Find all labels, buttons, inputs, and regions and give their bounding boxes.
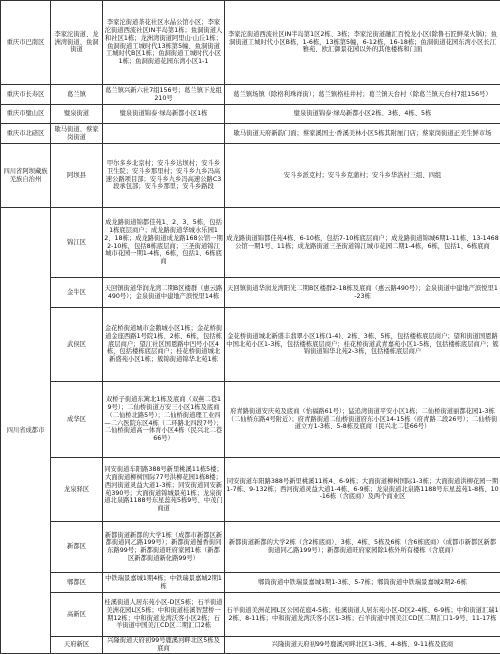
low-risk-area-cell: 新都街道新都的大学1栋（成都市新都区新都街道同乙路199号）；新都街道蜀香街同东路99号；新都街道旺府家园1栋（新都区新都街道新化路99号） [103, 522, 225, 573]
district-cell: 歇马街道、蔡家岗街道 [51, 124, 103, 144]
city-cell: 重庆市璧山区 [1, 105, 51, 124]
city-cell: 四川省阿坝藏族羌族自治州 [1, 144, 51, 208]
low-risk-area-cell: 同安街道车阳路388号新里桃溪11栋5楼；大面街道柳树国际77号洪柳花园1栋8楼；西河街道灵益大道1-3栋；同安街道同安新苑390号；大面街道锦城景苑1栋；龙泉街道北泉路1188号东星蕊苑5栋9号、中茂门商道 [103, 458, 225, 522]
low-risk-area-cell [103, 124, 225, 144]
district-cell: 金牛区 [51, 278, 103, 308]
low-risk-area-cell: 葛兰镇兴新六社7组156号；葛兰镇下龙组210号 [103, 85, 225, 105]
low-risk-area-cell: 桂溪街道人居东苑小区-D区5栋；石羊街道美洲花园L区5栋；中和街道桂溪智慧桥一期12栋；中和街道龙湾沃客小区2栋；石羊街道中国美江CD区二期汇口2栋 [103, 593, 225, 637]
medium-risk-area-cell: 李家沱街道西流社区IN半岛第1区2栋、3栋；李家沱街道融汇百悦龙小区(除鲁石匠鲜菜火锅)；鱼洞街道工城时代小区B栋，1-6栋，13栋第5幢，6-12栋，16-18栋；鱼洞街道花园东湾小区长江雅苑、欧汇御景花园以外的其他楼栋和门面 [225, 1, 500, 85]
table-row [1, 144, 500, 208]
low-risk-area-cell: 成龙路街道锦都佳苑1、2、3、5栋，包括1栋底层商户；成龙路街道华城水乐园12、18栋；成龙路街道成龙路168公馆一期2-10栋，包括8栋底层商；三圣街道锦江城市花园一期1-4栋，6栋，包括1、6栋底商 [103, 208, 225, 278]
low-risk-area-cell: 中铁瑞景嘉城1期4栋；中铁瑞景嘉城2期1栋 [103, 573, 225, 593]
city-cell: 重庆市北碚区 [1, 124, 51, 144]
district-cell: 郫都区 [51, 573, 103, 593]
medium-risk-area-cell: 兴隆街道天府初99号鹿溪河畔北区1-3栋、4-8栋、9-11栋及底商 [225, 637, 500, 654]
table-row [1, 458, 500, 522]
city-cell: 重庆市巴南区 [1, 1, 51, 85]
district-cell: 李家沱街道、龙洲湾街道、鱼洞街道 [51, 1, 103, 85]
district-cell: 新都区 [51, 522, 103, 573]
district-cell: 阿坝县 [51, 144, 103, 208]
district-cell: 锦江区 [51, 208, 103, 278]
low-risk-area-cell: 璧泉街道锦泰·绿岛新都小区1栋 [103, 105, 225, 124]
district-cell: 高新区 [51, 593, 103, 637]
medium-risk-area-cell: 郫筒街道中铁瑞景嘉城1期1-3栋、5-7栋；郫筒街道中铁瑞景嘉城2期2-6栋 [225, 573, 500, 593]
medium-risk-area-cell: 石羊街道美洲花园L区公园花庭4-5栋；桂溪街道人居东苑小区-D区2-4栋、6-9栋；中和街道汇瑞12栋、8-11栋；中和街道龙湾沃客小区1-3栋；石羊街道中国美江CD区二期汇口1-9号、11-17栋 [225, 593, 500, 637]
low-risk-area-cell: 李家沱街道茶花社区水晶公馆小区；李家沱街道西流社区IN半岛第1栋；鱼洞街道人和社区1栋；龙洲湾街道阿里山·山丘1栋；鱼洞街道工城时代13栋第5幢、鱼洞街道工城时代B区1栋；鱼洞街道工城时代小区1栋；鱼洞街道花园东湾小区1-1 [103, 1, 225, 85]
city-cell: 重庆市长寿区 [1, 85, 51, 105]
medium-risk-area-cell: 天回镇街道华润龙湾阳光二期B区楼群2-18栋及底商（惠云路490号）；金泉街道中建地产滨悦里1-23栋 [225, 278, 500, 308]
table-row [1, 208, 500, 278]
district-cell: 葛兰镇 [51, 85, 103, 105]
medium-risk-area-cell: 成龙路街道锦都佳苑4栋、6-10栋，包括7-10栋底层商户；成龙路街道锦城6期1-11栋、13-1468公馆一期1号、11栋；成龙路街道三圣街道锦江城市花园二期1-4栋，6栋，包括1、6栋底商 [225, 208, 500, 278]
medium-risk-area-cell: 葛兰镇场镇（除格利珠祥街）；葛兰镇格桂井村；葛兰镇天台村（除葛兰镇天台村7组156号） [225, 85, 500, 105]
medium-risk-area-cell: 璧泉街道锦泰·绿岛新都小区2栋、3栋、4栋、5栋 [225, 105, 500, 124]
medium-risk-area-cell: 府青路街道安庆苑及底商（怡福路61号）；猛追湾街道平安小区1栋；二仙桥街道丽都花园1-3栋（二仙桥东路4号附近）；府青路街道二仙桥街道府东小区14-15栋（府青路二段26号）；二仙桥街道立方1-3栋、5-8栋及底商（民兴北二巷66号） [225, 382, 500, 458]
medium-risk-area-cell: 安斗乡派克村；安斗乡克蒲村；安斗乡华洛村三组、四组 [225, 144, 500, 208]
low-risk-area-cell: 甲尔多乡北京村；安斗乡达坝村；安斗乡卫生院；安斗乡那里村；安斗乡九乡冯高速公路项目部；安斗乡九乡冯高速公路C3段承包部；安斗乡那里；安斗乡路段 [103, 144, 225, 208]
district-cell: 龙泉驿区 [51, 458, 103, 522]
district-cell: 武侯区 [51, 308, 103, 382]
district-cell: 璧泉街道 [51, 105, 103, 124]
table-row [1, 382, 500, 458]
table-row [1, 278, 500, 308]
medium-risk-area-cell: 金花桥街道城北新盛丰翡翠小区1栋(1-4)、2栋、3栋、5栋，包括楼栋底层商户；望和街道国恩路中国北苑小区1-3栋，包括楼栋底层商户；桂花桥街道武青嘉苑小区1-5栋，包括楼栋底层商户；簇锦街道锦华北苑2-3栋，包括楼栋底层商户 [225, 308, 500, 382]
table-row [1, 573, 500, 593]
medium-risk-area-cell: 同安街道车阳路388号新里桃溪11栋4、6-9栋；大面街道柳树国际1-3栋；大面街道洪柳花园一期1-7栋、9-132栋；西河街道灵益大道1-4栋、6-9栋；龙泉街道北泉路1188号东星蕊苑1-8栋、10-16栋（含底商）及两个商业区 [225, 458, 500, 522]
medium-risk-area-cell: 新都街道新都的大学2栋（含2栋底商）、3栋、4栋、5栋及6栋（含6栋底商）（成都市新都区新都街道同乙路199号）；新都街道旺府家园除1栋外所有楼栋（含底商） [225, 522, 500, 573]
low-risk-area-cell: 金花桥街道城市金鹅城小区1栋；金花桥街道金座西路1号院1栋、2栋、6栋，包括栋底层商户；望江社区国恩路中凹号小区4栋，包括楼栋底层商户；桂花桥街道城北新盛苑小区1栋；簇锦街道锦华北苑1栋 [103, 308, 225, 382]
district-cell: 成华区 [51, 382, 103, 458]
table-row [1, 593, 500, 637]
table-row [1, 637, 500, 654]
low-risk-area-cell: 兴隆街道天府初99号鹿溪河畔北区5栋及底商 [103, 637, 225, 654]
medium-risk-area-cell: 歇马街道天府新韵门面；蔡家溪国土·香溪美林小区5栋其附厘门店；蔡家岗街道正美生鲜市场 [225, 124, 500, 144]
city-cell: 四川省成都市 [1, 208, 51, 654]
table-row [1, 522, 500, 573]
district-cell: 天府新区 [51, 637, 103, 654]
table-row [1, 85, 500, 105]
table-row [1, 308, 500, 382]
table-row [1, 124, 500, 144]
table-row [1, 105, 500, 124]
low-risk-area-cell: 双桥子街道东篱北1栋及底商（双燕二巷19号）；二仙桥街道万安三小区1栋及底商（二仙桥北路5号）；二仙桥街道理工业四—二六医院东区4栋（二环路北四段7号）；二仙桥街道高一体育小区4栋（民兴北二巷66号） [103, 382, 225, 458]
table-row [1, 1, 500, 85]
low-risk-area-cell: 天回镇街道华润龙湾二期B区楼群（惠云路490号）；金泉街道中建地产滨悦里14栋 [103, 278, 225, 308]
